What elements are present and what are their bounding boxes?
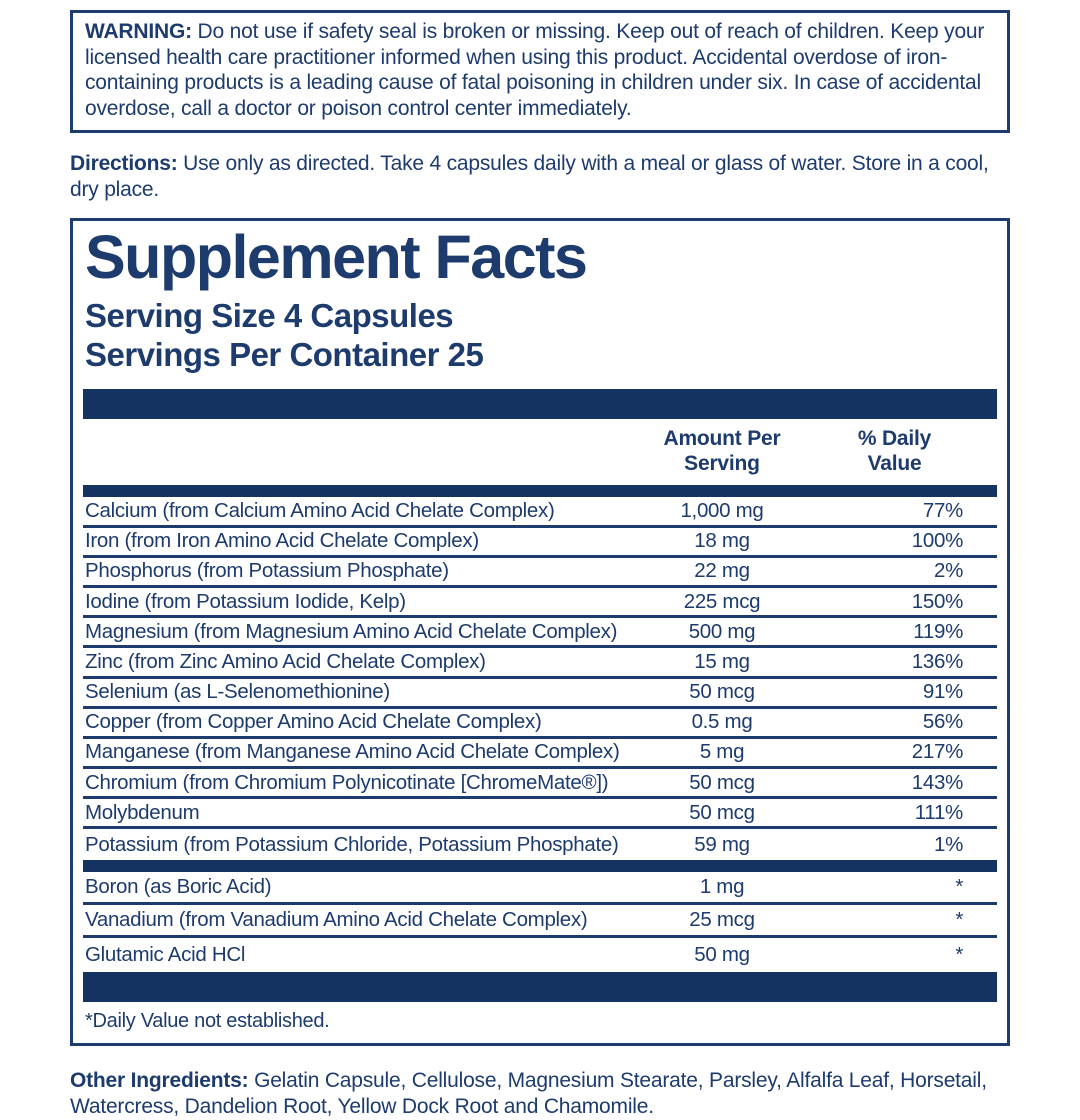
nutrient-amount: 1 mg	[699, 874, 745, 898]
nutrient-name: Manganese (from Manganese Amino Acid Chelate Complex)	[85, 740, 620, 764]
nutrient-name: Copper (from Copper Amino Acid Chelate Complex)	[85, 710, 542, 734]
percent-daily-value-header: % Daily Value	[857, 426, 932, 475]
nutrient-name: Chromium (from Chromium Polynicotinate [ChromeMate®])	[85, 770, 609, 794]
nutrient-amount: 22 mg	[694, 559, 750, 583]
warning-label: WARNING:	[85, 20, 192, 43]
nutrient-name: Phosphorus (from Potassium Phosphate)	[85, 559, 449, 583]
nutrient-amount: 225 mcg	[683, 589, 761, 613]
nutrient-name: Calcium (from Calcium Amino Acid Chelate Complex)	[85, 498, 555, 522]
nutrient-name: Iodine (from Potassium Iodide, Kelp)	[85, 589, 406, 613]
nutrient-dv: 2%	[933, 559, 963, 583]
nutrient-dv: 111%	[914, 800, 963, 824]
nutrient-amount: 15 mg	[694, 649, 750, 673]
table-header-row	[83, 419, 997, 486]
directions-section	[70, 151, 1010, 202]
nutrient-row	[83, 648, 997, 678]
nutrient-row	[83, 739, 997, 769]
nutrient-amount: 50 mcg	[689, 800, 755, 824]
nutrient-name: Molybdenum	[85, 800, 200, 824]
nutrient-amount: 18 mg	[694, 529, 750, 553]
nutrient-dv: 77%	[922, 498, 963, 522]
nutrient-row	[83, 829, 997, 859]
servings-per-container: Servings Per Container 25	[85, 336, 484, 374]
nutrient-rows-no-dv	[83, 872, 997, 972]
divider-bar-thick-bottom	[83, 972, 997, 1002]
nutrient-dv: 56%	[922, 710, 963, 734]
nutrient-row	[83, 497, 997, 527]
nutrient-row	[83, 588, 997, 618]
nutrient-name: Selenium (as L-Selenomethionine)	[85, 680, 390, 704]
daily-value-footnote: *Daily Value not established.	[85, 1009, 330, 1032]
nutrient-row	[83, 769, 997, 799]
nutrient-amount: 50 mcg	[689, 770, 755, 794]
nutrient-row	[83, 938, 997, 971]
nutrient-dv: 91%	[922, 680, 963, 704]
nutrient-name: Vanadium (from Vanadium Amino Acid Chelate Complex)	[85, 908, 588, 932]
nutrient-amount: 25 mcg	[689, 908, 755, 932]
nutrient-row	[83, 558, 997, 588]
warning-box	[70, 10, 1010, 133]
nutrient-amount: 5 mg	[699, 740, 745, 764]
nutrient-row	[83, 799, 997, 829]
nutrient-dv: 1%	[933, 832, 963, 856]
nutrient-amount: 500 mg	[688, 619, 756, 643]
nutrient-amount: 0.5 mg	[691, 710, 753, 734]
nutrient-dv: *	[955, 908, 963, 932]
nutrient-dv: 136%	[911, 649, 963, 673]
serving-size: Serving Size 4 Capsules	[85, 296, 454, 334]
directions-label: Directions:	[70, 152, 178, 176]
divider-bar-thin-2	[83, 860, 997, 872]
nutrient-rows-main	[83, 497, 997, 859]
nutrient-dv: 150%	[911, 589, 963, 613]
other-ingredients-label: Other Ingredients:	[70, 1068, 249, 1092]
nutrient-name: Magnesium (from Magnesium Amino Acid Chelate Complex)	[85, 619, 618, 643]
divider-bar-thin-1	[83, 485, 997, 497]
nutrient-row	[83, 618, 997, 648]
nutrient-row	[83, 872, 997, 905]
nutrient-name: Potassium (from Potassium Chloride, Potassium Phosphate)	[85, 832, 619, 856]
nutrient-row	[83, 905, 997, 938]
supplement-facts-title: Supplement Facts	[85, 222, 587, 291]
nutrient-dv: *	[955, 874, 963, 898]
nutrient-dv: *	[955, 943, 963, 967]
nutrient-name: Zinc (from Zinc Amino Acid Chelate Complex)	[85, 649, 486, 673]
nutrient-row	[83, 679, 997, 709]
other-ingredients-section	[70, 1068, 1010, 1120]
nutrient-dv: 217%	[911, 740, 963, 764]
nutrient-name: Iron (from Iron Amino Acid Chelate Complex)	[85, 529, 479, 553]
nutrient-row	[83, 709, 997, 739]
amount-per-serving-header: Amount Per Serving	[663, 426, 781, 475]
warning-text: Do not use if safety seal is broken or missing. Keep out of reach of children. Keep your licensed health care practitioner informed when using this product. Accidental overdose of iron-containing products is a leading cause of fatal poisoning in children under six. In case of accidental overdose, call a doctor or poison control center immediately.	[85, 20, 985, 120]
nutrient-dv: 119%	[913, 619, 963, 643]
directions-text: Use only as directed. Take 4 capsules daily with a meal or glass of water. Store in a cool, dry place.	[70, 152, 989, 202]
supplement-facts-panel	[70, 218, 1010, 1046]
nutrient-name: Boron (as Boric Acid)	[85, 874, 272, 898]
other-ingredients-text: Gelatin Capsule, Cellulose, Magnesium Stearate, Parsley, Alfalfa Leaf, Horsetail, Watercress, Dandelion Root, Yellow Dock Root and Chamomile.	[70, 1068, 987, 1119]
nutrient-amount: 1,000 mg	[680, 498, 764, 522]
nutrient-dv: 143%	[911, 770, 963, 794]
nutrient-dv: 100%	[911, 529, 963, 553]
divider-bar-thick-top	[83, 389, 997, 419]
nutrient-amount: 59 mg	[694, 832, 750, 856]
nutrient-amount: 50 mcg	[689, 680, 755, 704]
nutrient-name: Glutamic Acid HCl	[85, 943, 246, 967]
nutrient-amount: 50 mg	[694, 943, 750, 967]
nutrient-row	[83, 528, 997, 558]
